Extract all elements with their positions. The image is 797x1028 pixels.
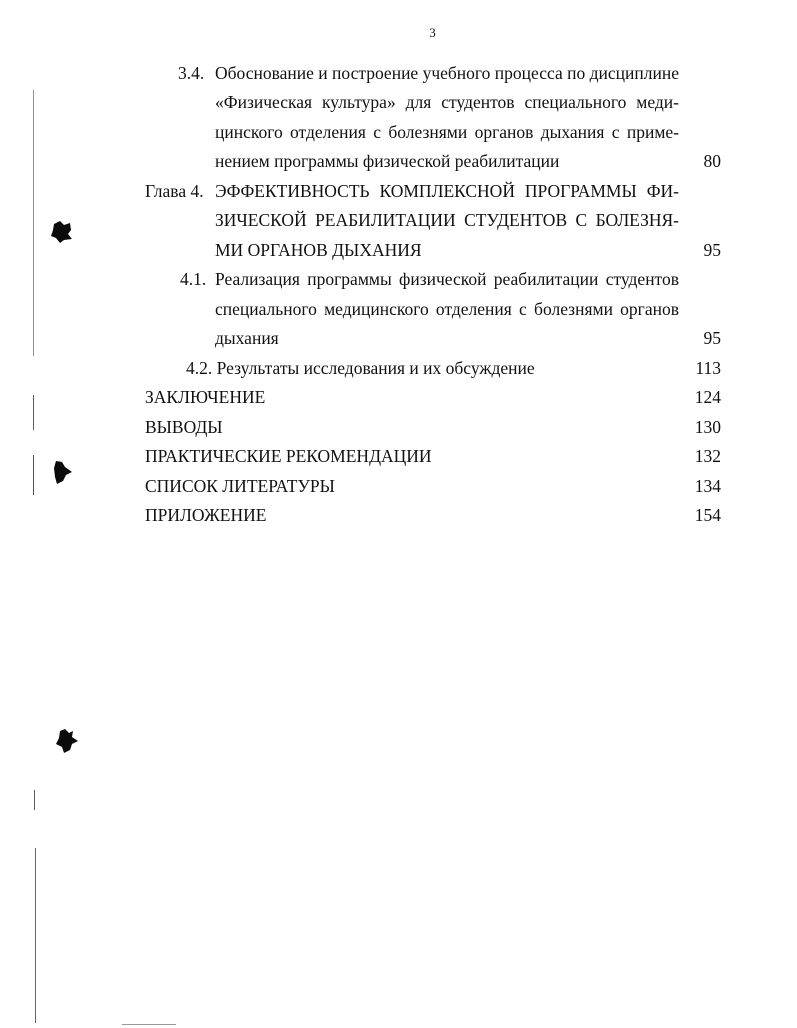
scan-edge-line <box>33 395 34 430</box>
scan-edge-line <box>34 790 35 810</box>
toc-entry-page: 130 <box>694 417 721 437</box>
toc-entry-title-line: ЗИЧЕСКОЙ РЕАБИЛИТАЦИИ СТУДЕНТОВ С БОЛЕЗНЯ- <box>215 210 679 230</box>
toc-entry-title-line: ЭФФЕКТИВНОСТЬ КОМПЛЕКСНОЙ ПРОГРАММЫ ФИ- <box>215 181 679 201</box>
toc-entry-page: 95 <box>703 328 721 348</box>
toc-entry-title-line: СПИСОК ЛИТЕРАТУРЫ <box>145 476 335 496</box>
toc-entry-title-line: дыхания <box>215 328 279 348</box>
toc-entry-page: 113 <box>695 358 721 378</box>
scan-edge-line <box>33 455 34 495</box>
toc-entry-title-line: МИ ОРГАНОВ ДЫХАНИЯ <box>215 240 422 260</box>
toc-entry-page: 95 <box>703 240 721 260</box>
toc-entry-number: 3.4. <box>178 63 205 83</box>
toc-entry-number: Глава 4. <box>145 181 204 201</box>
toc-entry-title-line: ВЫВОДЫ <box>145 417 223 437</box>
toc-entry-number: 4.1. <box>180 269 207 289</box>
scan-edge-line <box>33 90 34 356</box>
binding-hole-mark <box>55 728 79 754</box>
scan-edge-line <box>122 1024 176 1025</box>
toc-entry-title-line: Реализация программы физической реабилитации студентов <box>215 269 679 289</box>
toc-entry-title-line: нением программы физической реабилитации <box>215 151 560 171</box>
toc-entry-page: 154 <box>694 505 721 525</box>
toc-entry-title-line: «Физическая культура» для студентов специального меди- <box>215 92 679 112</box>
toc-entry-title-line: специального медицинского отделения с болезнями органов <box>215 299 679 319</box>
toc-entry-title-line: ПРАКТИЧЕСКИЕ РЕКОМЕНДАЦИИ <box>145 446 432 466</box>
scan-edge-line <box>35 848 36 1023</box>
toc-entry-page: 80 <box>703 151 721 171</box>
toc-entry-title-line: ПРИЛОЖЕНИЕ <box>145 505 267 525</box>
toc-entry-page: 134 <box>694 476 721 496</box>
toc-entry-title-line: ЗАКЛЮЧЕНИЕ <box>145 387 266 407</box>
toc-entry-page: 124 <box>694 387 721 407</box>
toc-entry-title-line: 4.2. Результаты исследования и их обсуждение <box>186 358 535 378</box>
toc-entry-title-line: Обоснование и построение учебного процесса по дисциплине <box>215 63 679 83</box>
binding-hole-mark <box>50 220 74 244</box>
binding-hole-mark <box>53 459 73 485</box>
toc-entry-title-line: цинского отделения с болезнями органов дыхания с приме- <box>215 122 679 142</box>
toc-entry-page: 132 <box>694 446 721 466</box>
page-number: 3 <box>429 25 436 40</box>
